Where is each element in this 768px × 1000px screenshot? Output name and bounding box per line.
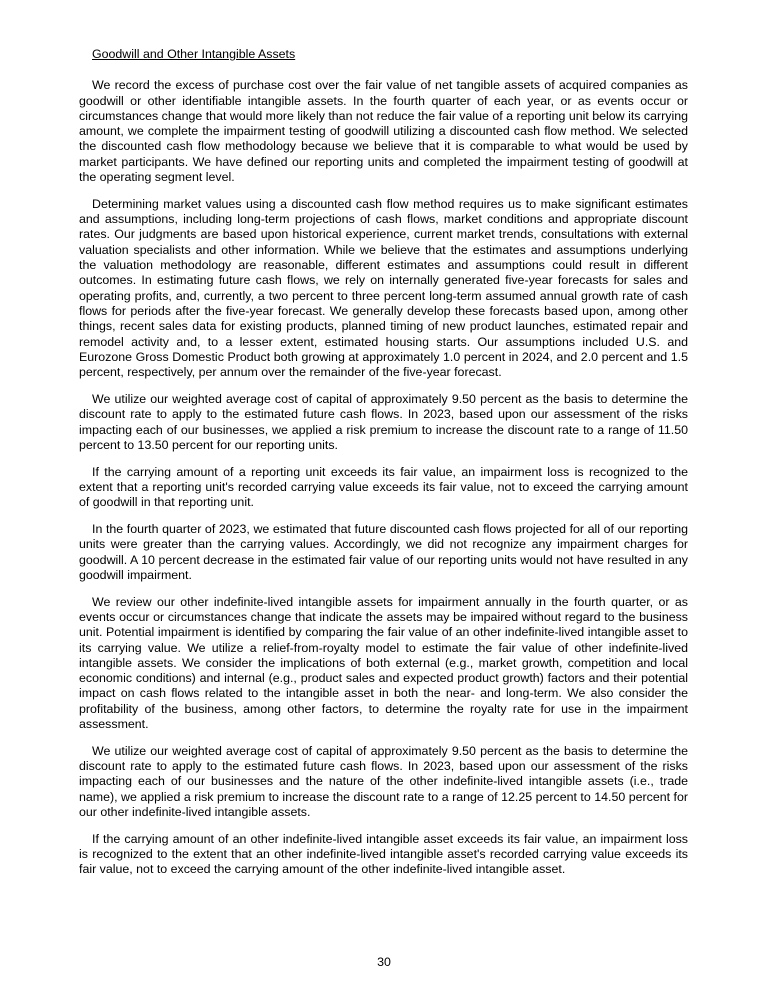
paragraph: We record the excess of purchase cost over the fair value of net tangible assets of acquired companies as goodwill or other identifiable intangible assets. In the fourth quarter of each year, or as events occur or circumstances change that would more likely than not reduce the fair value of a reporting unit below its carrying amount, we complete the impairment testing of goodwill utilizing a discounted cash flow method. We selected the discounted cash flow methodology because we believe that it is comparable to what would be used by market participants. We have defined our reporting units and completed the impairment testing of goodwill at the operating segment level. xyxy=(79,78,688,185)
paragraph: If the carrying amount of an other indefinite-lived intangible asset exceeds its fair value, an impairment loss is recognized to the extent that an other indefinite-lived intangible asset's recorded carrying value exceeds its fair value, not to exceed the carrying amount of the other indefinite-lived intangible asset. xyxy=(79,831,688,877)
page-number: 30 xyxy=(377,955,391,969)
paragraph: Determining market values using a discounted cash flow method requires us to make significant estimates and assumptions, including long-term projections of cash flows, market conditions and appropriate discount rates. Our judgments are based upon historical experience, current market trends, consultations with external valuation specialists and other information. While we believe that the estimates and assumptions underlying the valuation methodology are reasonable, different estimates and assumptions could result in different outcomes. In estimating future cash flows, we rely on internally generated five-year forecasts for sales and operating profits, and, currently, a two percent to three percent long-term assumed annual growth rate of cash flows for periods after the five-year forecast. We generally develop these forecasts based upon, among other things, recent sales data for existing products, planned timing of new product launches, estimated repair and remodel activity and, to a lesser extent, estimated housing starts. Our assumptions included U.S. and Eurozone Gross Domestic Product both growing at approximately 1.0 percent in 2024, and 2.0 percent and 1.5 percent, respectively, per annum over the remainder of the five-year forecast. xyxy=(79,196,688,380)
paragraph: We utilize our weighted average cost of capital of approximately 9.50 percent as the basis to determine the discount rate to apply to the estimated future cash flows. In 2023, based upon our assessment of the risks impacting each of our businesses, we applied a risk premium to increase the discount rate to a range of 11.50 percent to 13.50 percent for our reporting units. xyxy=(79,391,688,452)
document-body xyxy=(79,47,688,889)
section-heading: Goodwill and Other Intangible Assets xyxy=(92,47,296,61)
paragraph: If the carrying amount of a reporting unit exceeds its fair value, an impairment loss is recognized to the extent that a reporting unit's recorded carrying value exceeds its fair value, not to exceed the carrying amount of goodwill in that reporting unit. xyxy=(79,464,688,510)
paragraph: In the fourth quarter of 2023, we estimated that future discounted cash flows projected for all of our reporting units were greater than the carrying values. Accordingly, we did not recognize any impairment charges for goodwill. A 10 percent decrease in the estimated fair value of our reporting units would not have resulted in any goodwill impairment. xyxy=(79,522,688,582)
paragraph: We review our other indefinite-lived intangible assets for impairment annually in the fourth quarter, or as events occur or circumstances change that indicate the assets may be impaired without regard to the business unit. Potential impairment is identified by comparing the fair value of an other indefinite-lived intangible asset to its carrying value. We utilize a relief-from-royalty model to estimate the fair value of other indefinite-lived intangible assets. We consider the implications of both external (e.g., market growth, competition and local economic conditions) and internal (e.g., product sales and expected product growth) factors and their potential impact on cash flows related to the intangible asset in both the near- and long-term. We also consider the profitability of the business, among other factors, to determine the royalty rate for use in the impairment assessment. xyxy=(79,594,688,732)
paragraph: We utilize our weighted average cost of capital of approximately 9.50 percent as the basis to determine the discount rate to apply to the estimated future cash flows. In 2023, based upon our assessment of the risks impacting each of our businesses and the nature of the other indefinite-lived intangible assets (i.e., trade name), we applied a risk premium to increase the discount rate to a range of 12.25 percent to 14.50 percent for our other indefinite-lived intangible assets. xyxy=(79,743,688,820)
